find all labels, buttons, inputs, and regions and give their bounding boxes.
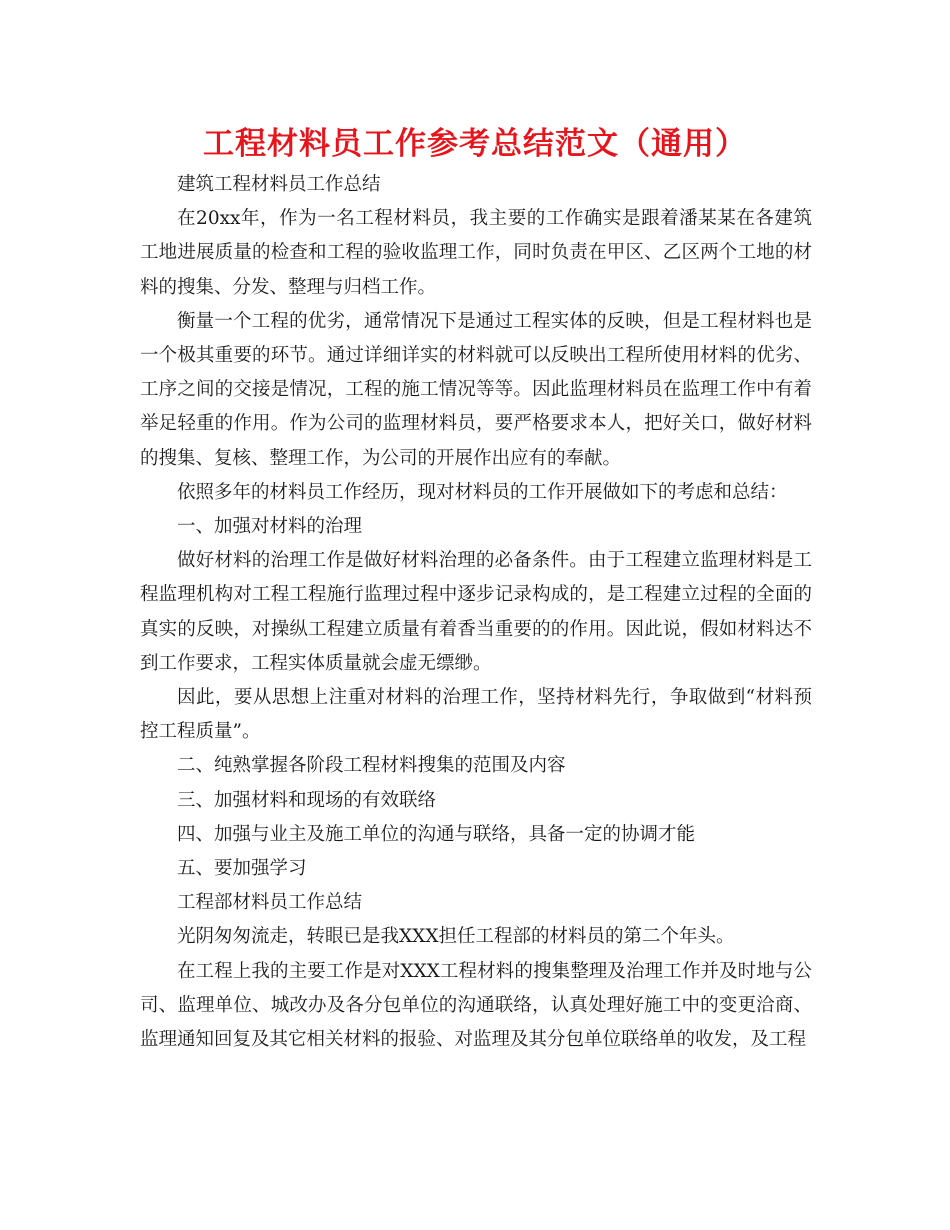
paragraph: 做好材料的治理工作是做好材料治理的必备条件。由于工程建立监理材料是工程监理机构对工程工程施行监理过程中逐步记录构成的，是工程建立过程的全面的真实的反映，对操纵工程建立质量有着香当重要的的作用。因此说，假如材料达不到工作要求，工程实体质量就会虚无缥缈。 (140, 550, 812, 674)
section-heading-1: 一、加强对材料的治理 (177, 516, 363, 538)
document-body (140, 168, 812, 1057)
section-heading-5: 五、要加强学习 (177, 858, 307, 880)
paragraph-heading-department-summary: 工程部材料员工作总结 (177, 892, 363, 914)
paragraph: 依照多年的材料员工作经历，现对材料员的工作开展做如下的考虑和总结： (177, 481, 788, 503)
paragraph: 衡量一个工程的优劣，通常情况下是通过工程实体的反映，但是工程材料也是一个极其重要的环节。通过详细详实的材料就可以反映出工程所使用材料的优劣、工序之间的交接是情况，工程的施工情况等等。因此监理材料员在监理工作中有着举足轻重的作用。作为公司的监理材料员，要严格要求本人，把好关口，做好材料的搜集、复核、整理工作，为公司的开展作出应有的奉献。 (140, 310, 812, 469)
document-title: 工程材料员工作参考总结范文（通用） (203, 126, 747, 162)
section-heading-2: 二、纯熟掌握各阶段工程材料搜集的范围及内容 (177, 755, 566, 777)
paragraph: 光阴匆匆流走，转眼已是我XXX担任工程部的材料员的第二个年头。 (177, 926, 735, 948)
paragraph: 在工程上我的主要工作是对XXX工程材料的搜集整理及治理工作并及时地与公司、监理单位、城改办及各分包单位的沟通联络，认真处理好施工中的变更洽商、监理通知回复及其它相关材料的报验、对监理及其分包单位联络单的收发，及工程 (140, 960, 812, 1051)
section-heading-4: 四、加强与业主及施工单位的沟通与联络，具备一定的协调才能 (177, 823, 696, 845)
section-heading-3: 三、加强材料和现场的有效联络 (177, 789, 437, 811)
paragraph: 因此，要从思想上注重对材料的治理工作，坚持材料先行，争取做到“材料预控工程质量”。 (140, 687, 812, 743)
paragraph-heading-construction-summary: 建筑工程材料员工作总结 (177, 174, 381, 195)
paragraph: 在20xx年，作为一名工程材料员，我主要的工作确实是跟着潘某某在各建筑工地进展质量的检查和工程的验收监理工作，同时负责在甲区、乙区两个工地的材料的搜集、分发、整理与归档工作。 (140, 208, 812, 298)
